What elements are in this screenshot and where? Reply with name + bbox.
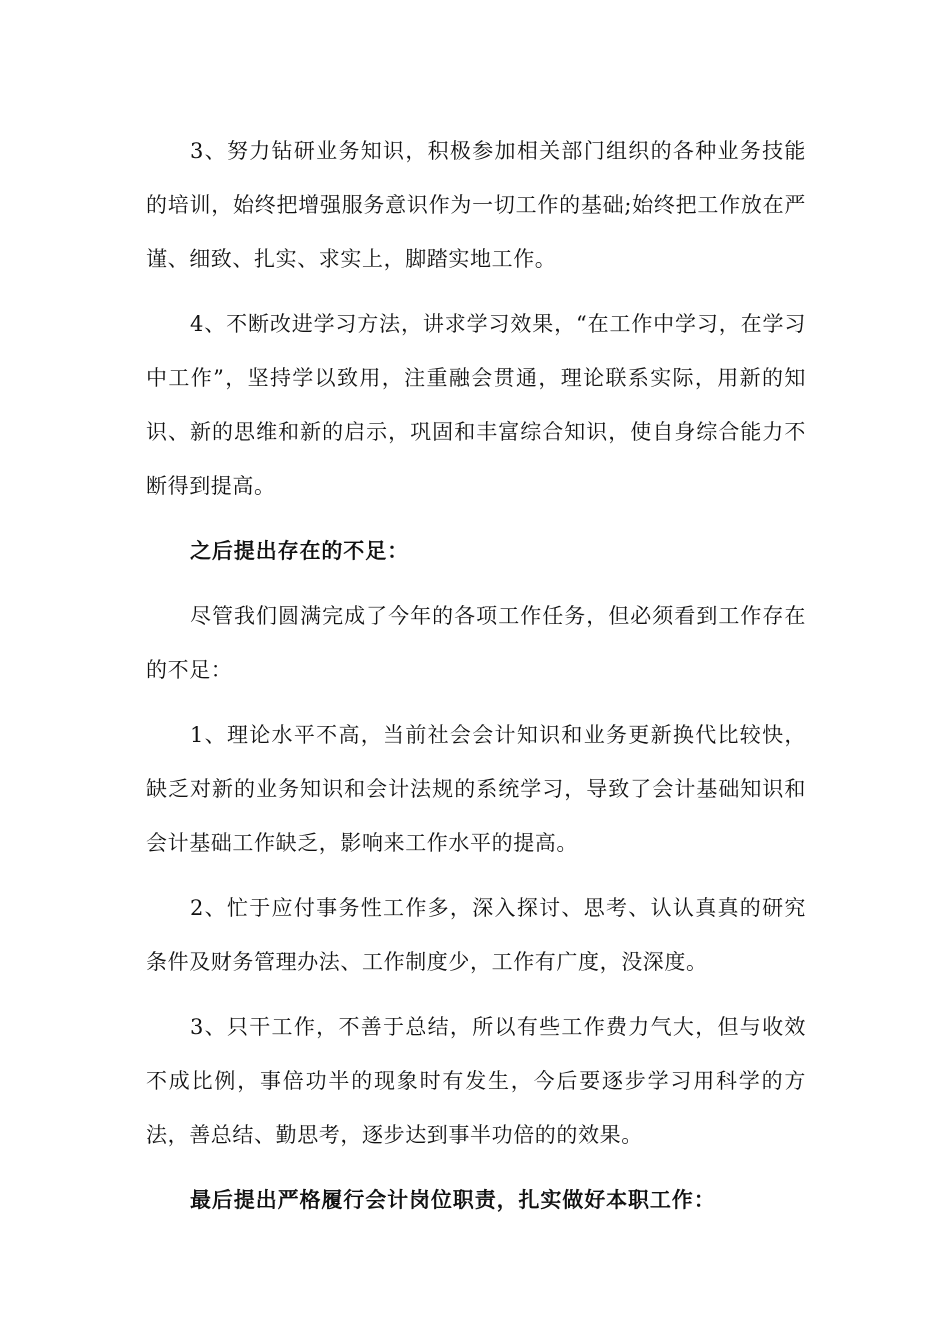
paragraph-shortcoming-1: 1、理论水平不高，当前社会会计知识和业务更新换代比较快，缺乏对新的业务知识和会计法规的系统学习，导致了会计基础知识和会计基础工作缺乏，影响来工作水平的提高。 xyxy=(146,723,806,855)
document-body xyxy=(146,124,806,1238)
paragraph-item-4-learning-method: 4、不断改进学习方法，讲求学习效果，“在工作中学习，在学习中工作”，坚持学以致用，注重融会贯通，理论联系实际，用新的知识、新的思维和新的启示，巩固和丰富综合知识，使自身综合能力不断得到提高。 xyxy=(146,312,806,498)
paragraph-item-3-study: 3、努力钻研业务知识，积极参加相关部门组织的各种业务技能的培训，始终把增强服务意识作为一切工作的基础;始终把工作放在严谨、细致、扎实、求实上，脚踏实地工作。 xyxy=(146,139,806,271)
paragraph-shortcomings-intro: 尽管我们圆满完成了今年的各项工作任务，但必须看到工作存在的不足： xyxy=(146,604,806,682)
section-heading-shortcomings: 之后提出存在的不足： xyxy=(190,539,409,563)
section-heading-duties: 最后提出严格履行会计岗位职责，扎实做好本职工作： xyxy=(190,1188,716,1212)
paragraph-shortcoming-3: 3、只干工作，不善于总结，所以有些工作费力气大，但与收效不成比例，事倍功半的现象时有发生，今后要逐步学习用科学的方法，善总结、勤思考，逐步达到事半功倍的的效果。 xyxy=(146,1015,806,1147)
paragraph-shortcoming-2: 2、忙于应付事务性工作多，深入探讨、思考、认认真真的研究条件及财务管理办法、工作制度少，工作有广度，没深度。 xyxy=(146,896,806,974)
